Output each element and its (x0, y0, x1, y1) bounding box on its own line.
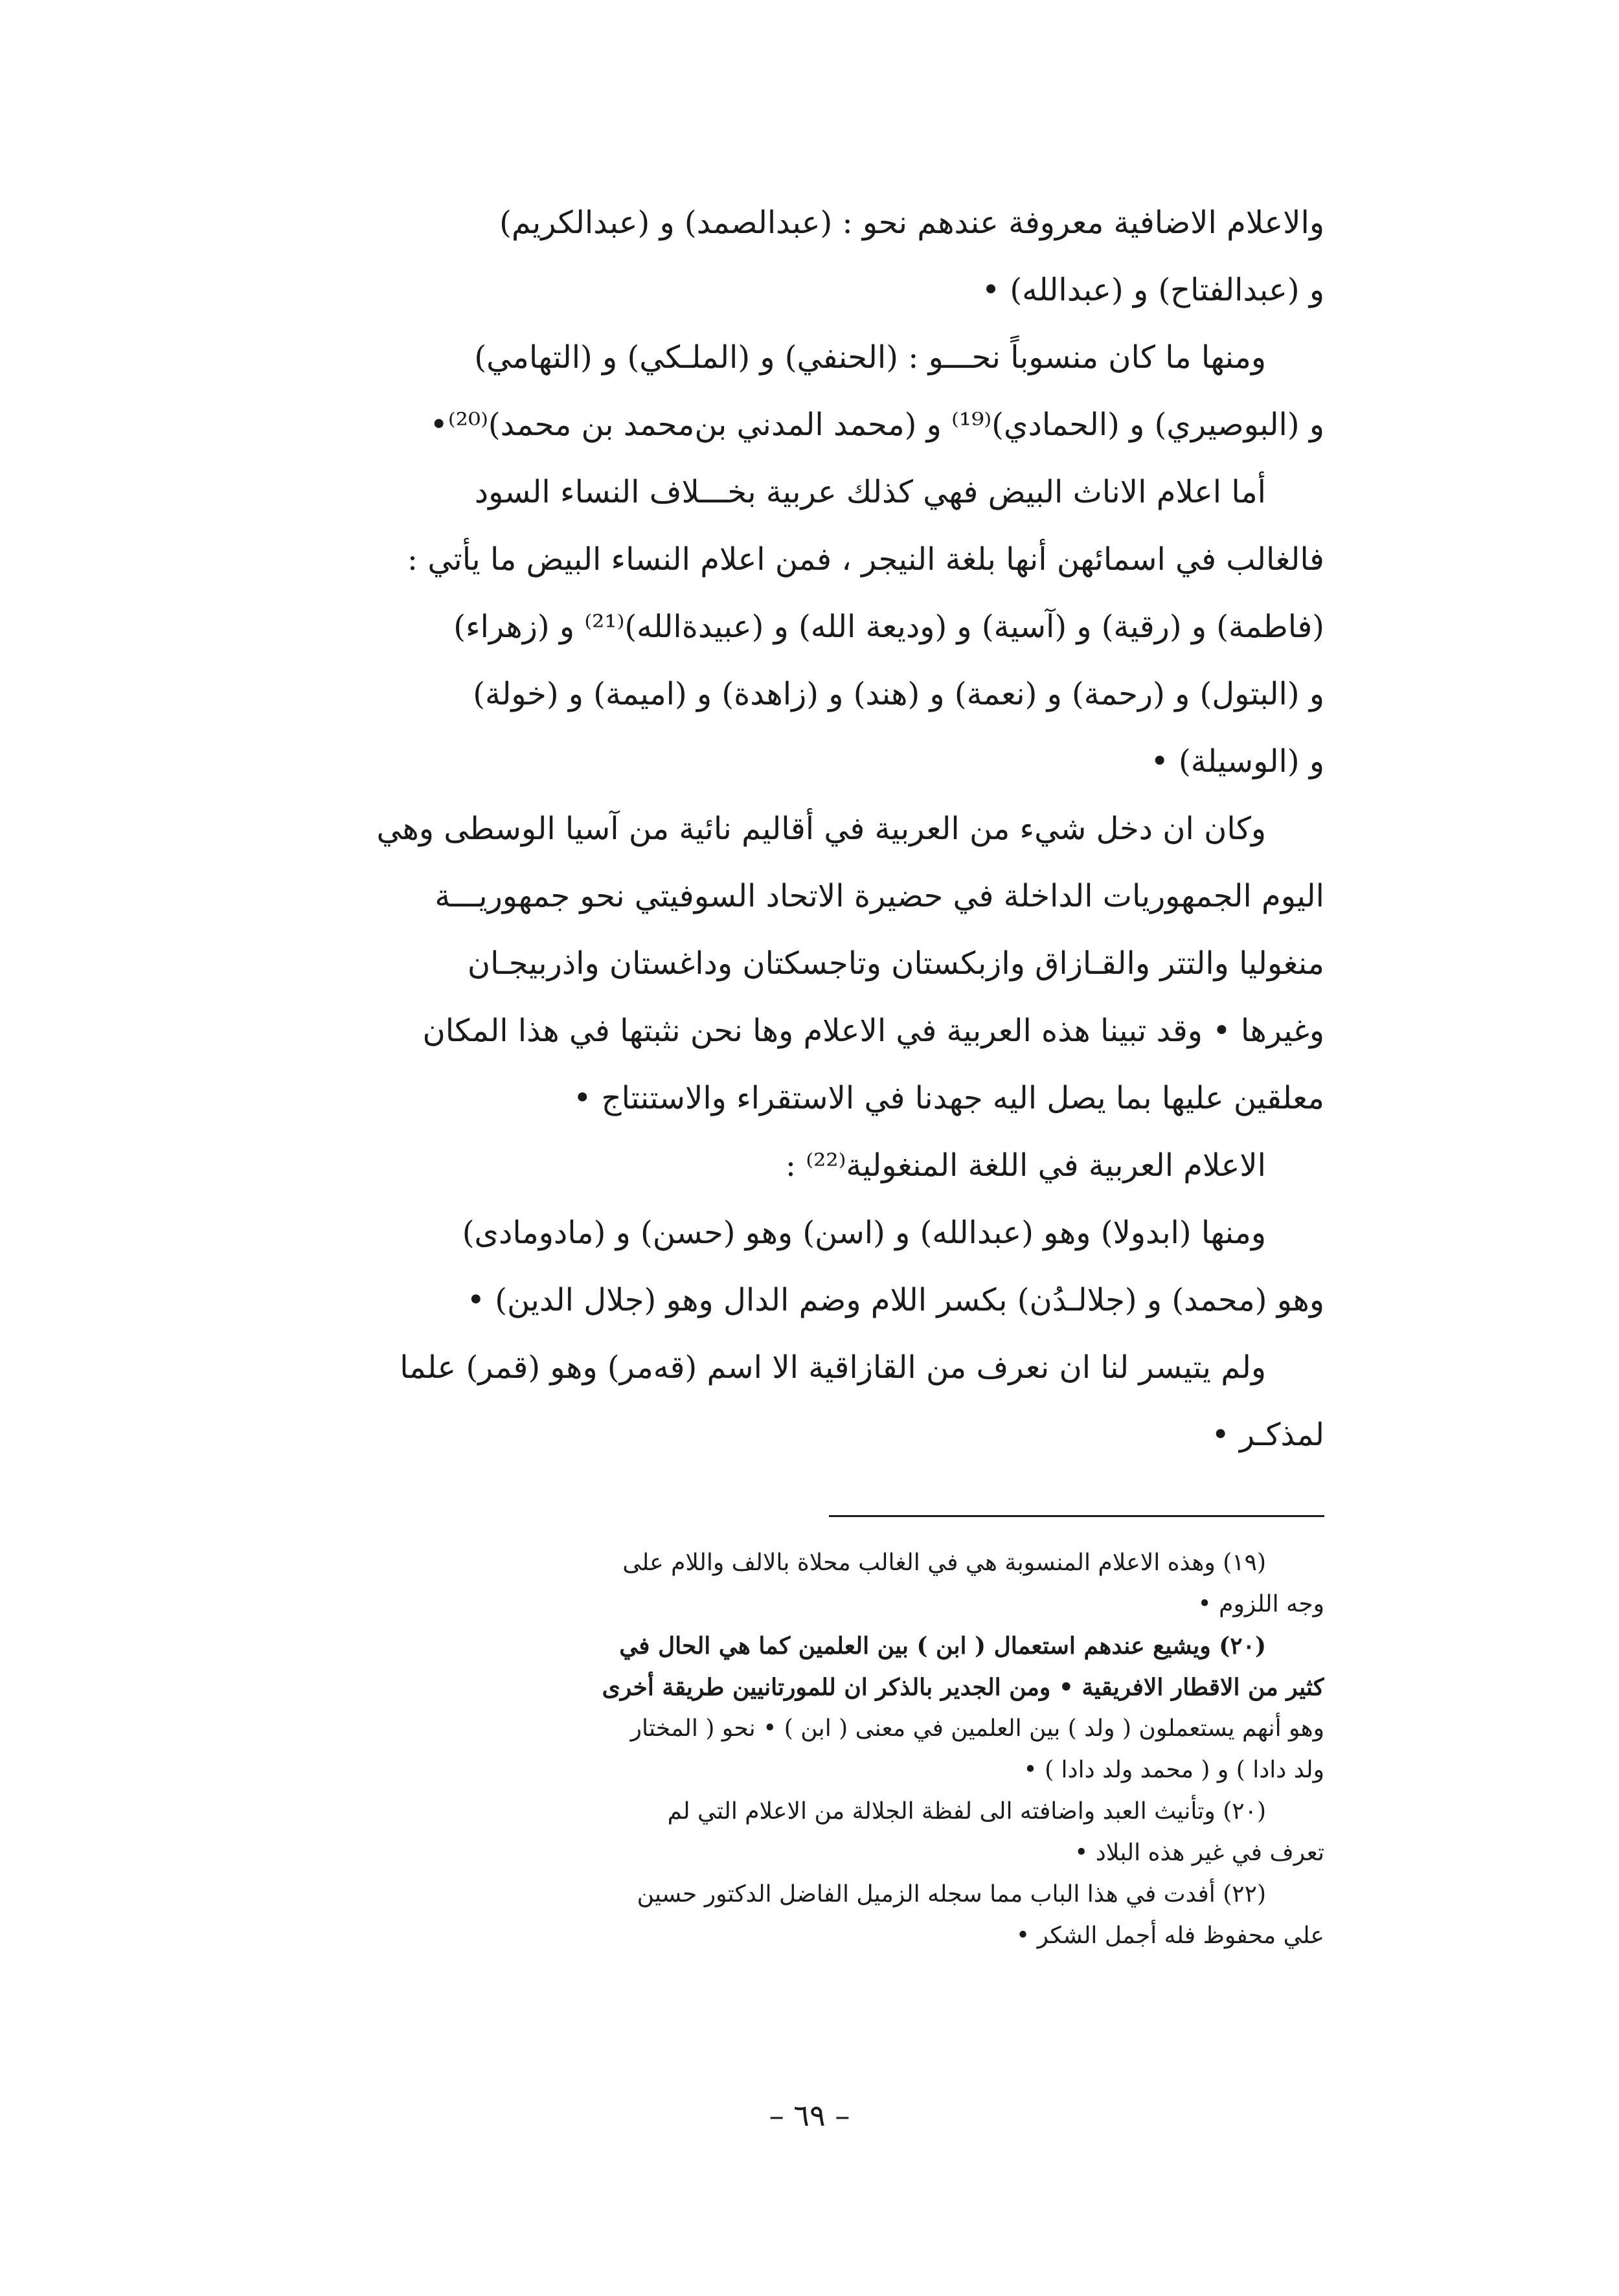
text-line: ولم يتيسر لنا ان نعرف من القازاقية الا اسم (قەمر) وهو (قمر) علما (400, 1349, 1266, 1386)
text-line: و (البوصيري) و (الحمادي)⁽¹⁹⁾ و (محمد المدني بن‌محمد بن محمد)⁽²⁰⁾• (429, 407, 1324, 443)
page-number: – ٦٩ – (769, 2098, 850, 2133)
section-heading: الاعلام العربية في اللغة المنغولية⁽²²⁾ : (785, 1147, 1266, 1184)
footnotes (262, 1542, 1324, 1957)
footnote-line: وجه اللزوم • (1197, 1591, 1324, 1617)
text-line: أما اعلام الاناث البيض فهي كذلك عربية بخـــلاف النساء السود (474, 474, 1266, 510)
text-line: (فاطمة) و (رقية) و (آسية) و (وديعة الله) و (عبيدةالله)⁽²¹⁾ و (زهراء) (453, 609, 1324, 645)
footnote-line: علي محفوظ فله أجمل الشكر • (1015, 1922, 1324, 1949)
footnote-line: كثير من الاقطار الافريقية • ومن الجدير بالذكر ان للمورتانيين طريقة أخرى (602, 1674, 1324, 1701)
text-line: لمذكـر • (1211, 1417, 1324, 1453)
text-line: والاعلام الاضافية معروفة عندهم نحو : (عبدالصمد) و (عبدالكريم) (499, 205, 1324, 241)
footnote-line: (١٩) وهذه الاعلام المنسوبة هي في الغالب محلاة بالالف واللام على (622, 1549, 1266, 1576)
footnote-line: تعرف في غير هذه البلاد • (1074, 1840, 1324, 1866)
text-line: ومنها ما كان منسوباً نحـــو : (الحنفي) و (الملـكي) و (التهامي) (474, 339, 1266, 376)
text-line: ومنها (ابدولا) وهو (عبدالله) و (اسن) وهو (حسن) و (مادومادى) (462, 1215, 1266, 1251)
footnote-line: ولد دادا ) و ( محمد ولد دادا ) • (1023, 1757, 1324, 1783)
text-line: و (الوسيلة) • (1150, 743, 1324, 780)
text-line: و (عبدالفتاح) و (عبدالله) • (981, 272, 1324, 308)
footnote-line: (٢٠) وتأنيث العبد واضافته الى لفظة الجلالة من الاعلام التي لم (667, 1798, 1266, 1825)
main-text (262, 189, 1324, 1469)
text-line: وهو (محمد) و (جلالـدُن) بكسر اللام وضم الدال وهو (جلال الدين) • (466, 1282, 1324, 1318)
footnote-line: (٢٠) ويشيع عندهم استعمال ( ابن ) بين العلمين كما هي الحال في (619, 1632, 1266, 1660)
text-line: معلقين عليها بما يصل اليه جهدنا في الاستقراء والاستنتاج • (573, 1080, 1324, 1116)
footnote-divider (829, 1515, 1324, 1517)
text-line: وكان ان دخل شيء من العربية في أقاليم نائية من آسيا الوسطى وهي (376, 811, 1266, 847)
text-line: منغوليا والتتر والقـازاق وازبكستان وتاجسكتان وداغستان واذربيجـان (467, 945, 1324, 982)
text-line: فالغالب في اسمائهن أنها بلغة النيجر ، فمن اعلام النساء البيض ما يأتي : (407, 541, 1324, 578)
footnote-line: (٢٢) أفدت في هذا الباب مما سجله الزميل الفاضل الدكتور حسين (637, 1881, 1266, 1908)
text-line: اليوم الجمهوريات الداخلة في حضيرة الاتحاد السوفيتي نحو جمهوريـــة (435, 878, 1324, 914)
text-line: و (البتول) و (رحمة) و (نعمة) و (هند) و (زاهدة) و (اميمة) و (خولة) (473, 676, 1324, 712)
text-line: وغيرها • وقد تبينا هذه العربية في الاعلام وها نحن نثبتها في هذا المكان (422, 1013, 1324, 1049)
footnote-line: وهو أنهم يستعملون ( ولد ) بين العلمين في معنى ( ابن ) • نحو ( المختار (630, 1715, 1324, 1742)
